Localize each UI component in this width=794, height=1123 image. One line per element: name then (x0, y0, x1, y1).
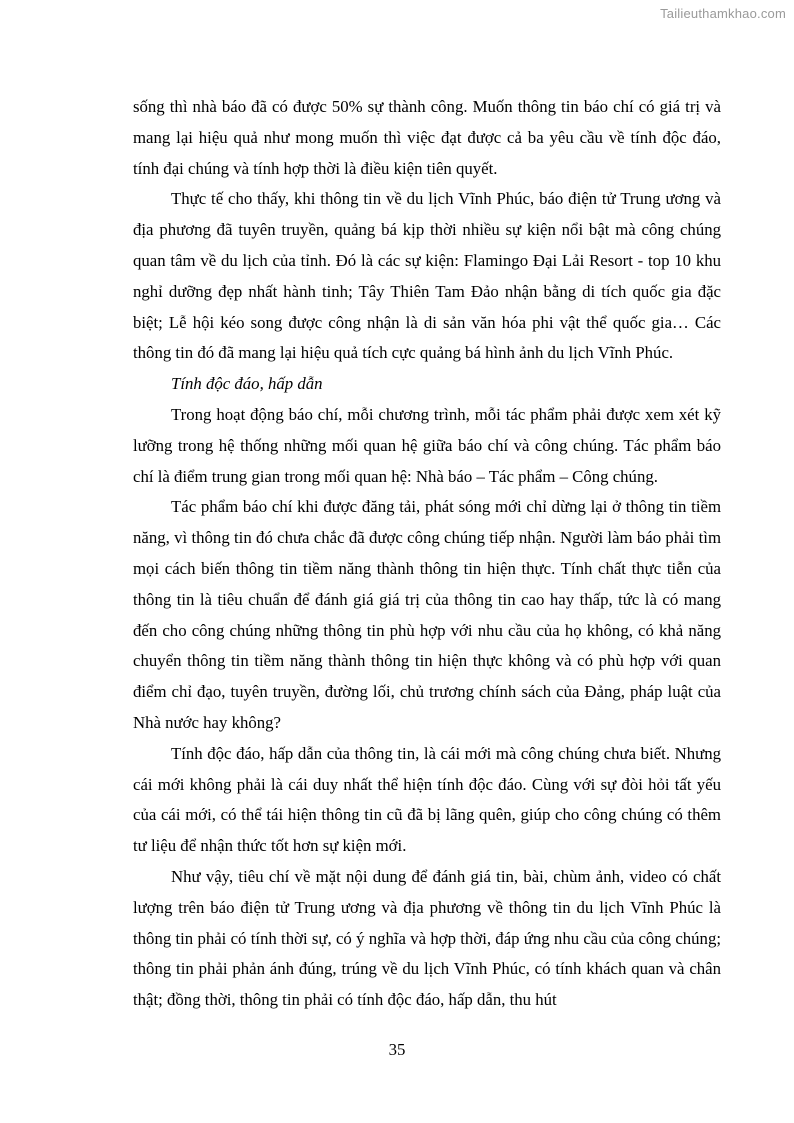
paragraph-criteria: Như vậy, tiêu chí về mặt nội dung để đánh giá tin, bài, chùm ảnh, video có chất lượng trên báo điện tử Trung ương và địa phương về thông tin du lịch Vĩnh Phúc là thông tin phải có tính thời sự, có ý nghĩa và hợp thời, đáp ứng nhu cầu của công chúng; thông tin phải phản ánh đúng, trúng về du lịch Vĩnh Phúc, có tính khách quan và chân thật; đồng thời, thông tin phải có tính độc đáo, hấp dẫn, thu hút (133, 866, 721, 1010)
page-number: 35 (388, 1040, 406, 1059)
section-heading: Tính độc đáo, hấp dẫn (171, 374, 323, 394)
page-body (133, 92, 721, 1016)
paragraph-vinh-phuc-events: Thực tế cho thấy, khi thông tin về du lịch Vĩnh Phúc, báo điện tử Trung ương và địa phương đã tuyên truyền, quảng bá kịp thời nhiều sự kiện nổi bật mà công chúng quan tâm về du lịch của tỉnh. Đó là các sự kiện: Flamingo Đại Lải Resort - top 10 khu nghỉ dưỡng đẹp nhất hành tinh; Tây Thiên Tam Đảo nhận bằng di tích quốc gia đặc biệt; Lễ hội kéo song được công nhận là di sản văn hóa phi vật thể quốc gia… Các thông tin đó đã mang lại hiệu quả tích cực quảng bá hình ảnh du lịch Vĩnh Phúc. (133, 189, 721, 363)
watermark: Tailieuthamkhao.com (660, 6, 786, 21)
paragraph-press-relations: Trong hoạt động báo chí, mỗi chương trình, mỗi tác phẩm phải được xem xét kỹ lưỡng trong hệ thống những mối quan hệ giữa báo chí và công chúng. Tác phẩm báo chí là điểm trung gian trong mối quan hệ: Nhà báo – Tác phẩm – Công chúng. (133, 404, 721, 486)
paragraph-continuation: sống thì nhà báo đã có được 50% sự thành công. Muốn thông tin báo chí có giá trị và mang lại hiệu quả như mong muốn thì việc đạt được cả ba yêu cầu về tính độc đáo, tính đại chúng và tính hợp thời là điều kiện tiên quyết. (133, 97, 721, 178)
paragraph-novelty: Tính độc đáo, hấp dẫn của thông tin, là cái mới mà công chúng chưa biết. Nhưng cái mới không phải là cái duy nhất thể hiện tính độc đáo. Cùng với sự đòi hỏi tất yếu của cái mới, có thể tái hiện thông tin cũ đã bị lãng quên, giúp cho công chúng có thêm tư liệu để nhận thức tốt hơn sự kiện mới. (133, 743, 721, 856)
paragraph-potential-information: Tác phẩm báo chí khi được đăng tải, phát sóng mới chỉ dừng lại ở thông tin tiềm năng, vì thông tin đó chưa chắc đã được công chúng tiếp nhận. Người làm báo phải tìm mọi cách biến thông tin tiềm năng thành thông tin hiện thực. Tính chất thực tiễn của thông tin là tiêu chuẩn để đánh giá giá trị của thông tin cao hay thấp, tức là có mang đến cho công chúng những thông tin phù hợp với nhu cầu của họ không, có khả năng chuyển thông tin tiềm năng thành thông tin hiện thực không và có phù hợp với quan điểm chỉ đạo, tuyên truyền, đường lối, chủ trương chính sách của Đảng, pháp luật của Nhà nước hay không? (133, 497, 721, 732)
